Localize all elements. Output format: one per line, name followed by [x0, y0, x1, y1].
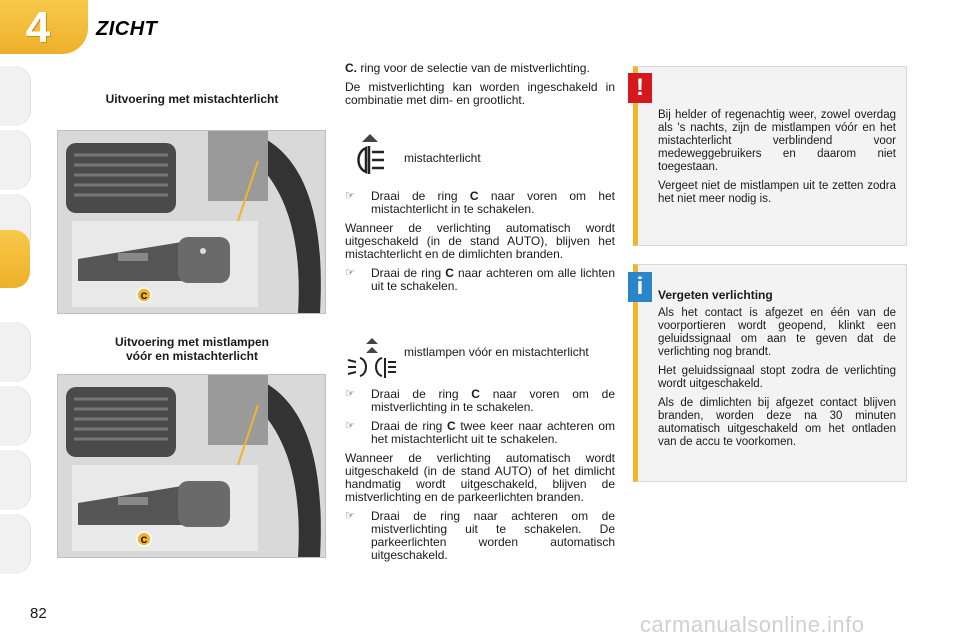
info-paragraph: Als het contact is afgezet en één van de voorportieren wordt geopend, klinkt een geluidssignaal om aan te geven dat de verlichting nog brandt.	[658, 307, 896, 358]
label-c: C	[140, 291, 148, 301]
caption-front-rear-fog	[60, 335, 324, 363]
front-fog-lamp-icon	[360, 358, 366, 376]
arrow-up-icon	[366, 338, 378, 344]
info-box	[633, 264, 907, 482]
intro-text: ring voor de selectie van de mistverlichting.	[360, 61, 590, 75]
ring-letter: C	[469, 189, 479, 203]
rear-fog-lamp-icon	[359, 148, 367, 172]
bullet-hand-icon: ☞	[345, 190, 355, 202]
info-heading: Vergeten verlichting	[658, 288, 773, 302]
warning-box	[633, 66, 907, 246]
side-tab	[0, 322, 31, 382]
warning-icon: !	[628, 73, 652, 103]
info-paragraph: Het geluidssignaal stopt zodra de verlichting wordt uitgeschakeld.	[658, 365, 896, 390]
label-c: C	[140, 535, 148, 545]
chapter-number: 4	[25, 3, 51, 52]
bullet-text: Draai de ring	[371, 419, 443, 433]
side-tab	[0, 130, 31, 190]
bullet-text: Draai de ring	[371, 387, 459, 401]
rear-fog-symbol	[352, 132, 388, 178]
middle-text-bottom	[345, 388, 615, 562]
front-rear-fog-label: mistlampen vóór en mistachterlicht	[404, 345, 589, 359]
bullet-hand-icon: ☞	[345, 510, 355, 522]
bullet-item	[345, 267, 615, 293]
caption-line: vóór en mistachterlicht	[125, 349, 259, 363]
rear-fog-label: mistachterlicht	[404, 151, 481, 165]
bullet-text: Draai de ring	[371, 189, 458, 203]
combination-paragraph: De mistverlichting kan worden ingeschakeld in combinatie met dim- en grootlicht.	[345, 80, 615, 107]
auto-paragraph-1: Wanneer de verlichting automatisch wordt uitgeschakeld (in de stand AUTO), blijven het mistachterlicht en de dimlichten branden.	[345, 221, 615, 261]
info-content	[658, 289, 896, 455]
arrow-up-icon	[362, 134, 378, 142]
warning-content	[658, 109, 896, 212]
bullet-text: Draai de ring	[371, 266, 442, 280]
ring-letter: C	[445, 266, 454, 280]
watermark: carmanualsonline.info	[640, 612, 865, 637]
chapter-title: ZICHT	[96, 18, 158, 40]
bullet-text: twee keer naar achteren om het mistachterlicht uit te schakelen.	[371, 419, 615, 446]
bullet-item	[345, 190, 615, 216]
info-paragraph: Als de dimlichten bij afgezet contact blijven branden, worden deze na 30 minuten automatisch uitgeschakeld om het ontladen van de accu te voorkomen.	[658, 397, 896, 448]
stalk-photo-front-rear-fog	[57, 374, 326, 558]
bullet-hand-icon: ☞	[345, 388, 355, 400]
ring-letter: C	[447, 419, 456, 433]
middle-text-top	[345, 62, 615, 113]
arrow-up-icon	[366, 347, 378, 353]
stalk-photo-rear-fog	[57, 130, 326, 314]
info-icon: i	[628, 272, 652, 302]
middle-text-mid	[345, 190, 615, 293]
front-rear-fog-symbol	[346, 338, 398, 380]
caption-line: Uitvoering met mistlampen	[114, 335, 270, 349]
side-tab	[0, 514, 31, 574]
side-tab	[0, 450, 31, 510]
bullet-hand-icon: ☞	[345, 420, 355, 432]
bullet-text: naar achteren om alle lichten uit te schakelen.	[371, 266, 616, 293]
bullet-item	[345, 420, 615, 446]
caption-rear-fog: Uitvoering met mistachterlicht	[105, 92, 279, 106]
warning-paragraph: Bij helder of regenachtig weer, zowel overdag als 's nachts, zijn de mistlampen vóór en het mistachterlicht verblindend voor medeweggebruikers en daarom niet toegestaan.	[658, 109, 896, 173]
side-tab	[0, 386, 31, 446]
warning-paragraph: Vergeet niet de mistlampen uit te zetten zodra het niet meer nodig is.	[658, 180, 896, 205]
bullet-text: naar voren om de mistverlichting in te schakelen.	[371, 387, 615, 414]
rear-fog-lamp-icon	[376, 358, 382, 376]
bullet-text: naar voren om het mistachterlicht in te schakelen.	[371, 189, 616, 216]
intro-letter: C.	[345, 61, 357, 75]
side-tab	[0, 66, 31, 126]
bullet-item	[345, 510, 615, 562]
side-tab-active	[0, 230, 30, 288]
bullet-hand-icon: ☞	[345, 267, 355, 279]
bullet-item	[345, 388, 615, 414]
ring-letter: C	[471, 387, 480, 401]
auto-paragraph-2: Wanneer de verlichting automatisch wordt uitgeschakeld (in de stand AUTO) of het dimlicht handmatig wordt uitgeschakeld, blijven de mistverlichting en de parkeerlichten branden.	[345, 451, 615, 504]
bullet-text: Draai de ring naar achteren om de mistverlichting uit te schakelen. De parkeerlichten worden automatisch uitgeschakeld.	[371, 509, 615, 562]
intro-paragraph	[345, 62, 615, 75]
page-number: 82	[30, 605, 47, 622]
